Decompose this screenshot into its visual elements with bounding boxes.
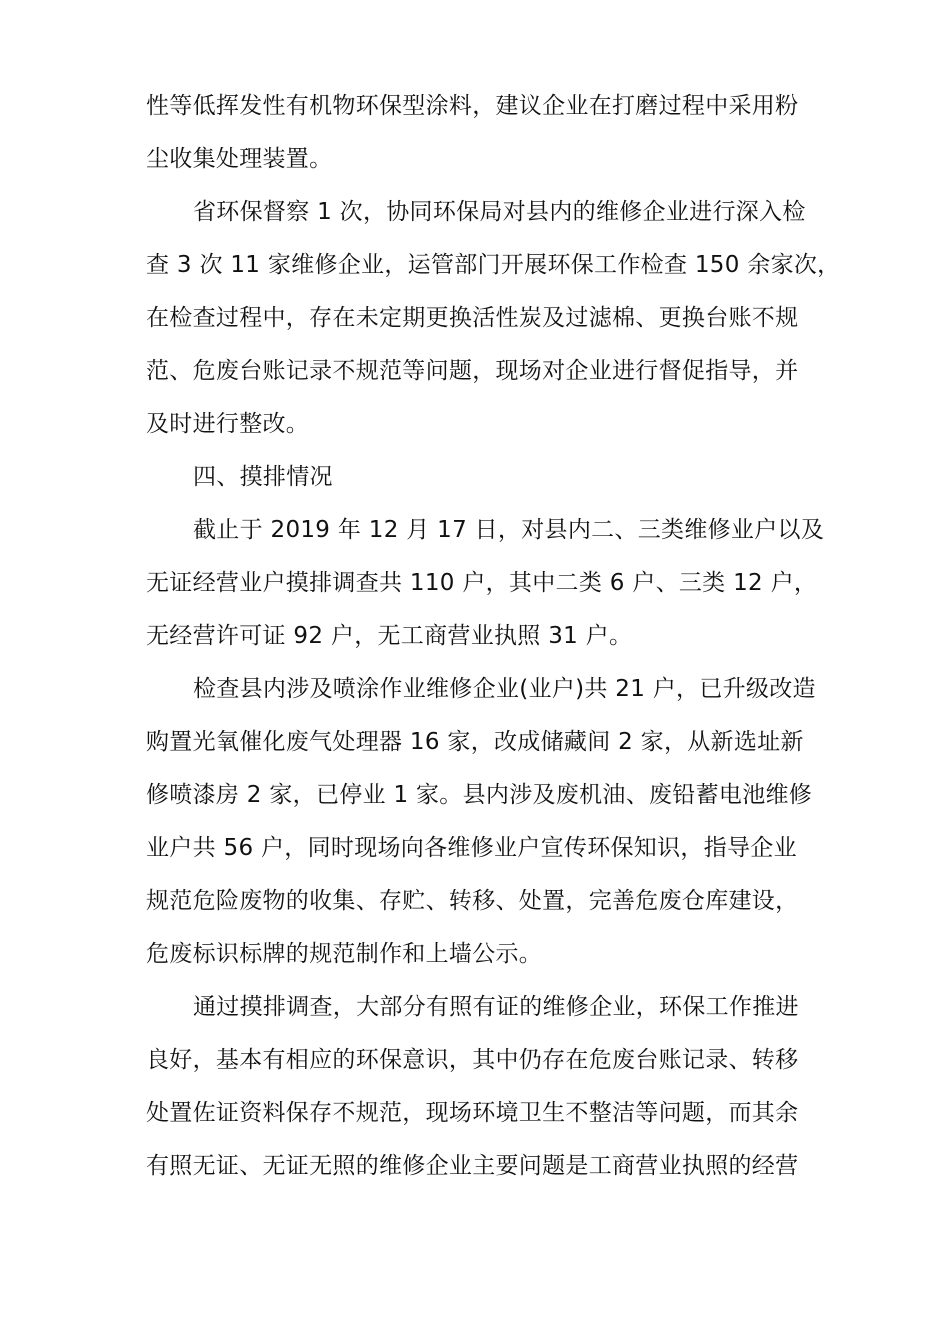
text-line: 省环保督察 1 次，协同环保局对县内的维修企业进行深入检 (193, 199, 806, 225)
text-line: 规范危险废物的收集、存贮、转移、处置，完善危废仓库建设， (146, 888, 799, 914)
text-line: 处置佐证资料保存不规范，现场环境卫生不整洁等问题，而其余 (146, 1100, 799, 1126)
text-line: 在检查过程中，存在未定期更换活性炭及过滤棉、更换台账不规 (146, 305, 799, 331)
text-line: 修喷漆房 2 家，已停业 1 家。县内涉及废机油、废铅蓄电池维修 (146, 782, 813, 808)
text-line: 截止于 2019 年 12 月 17 日，对县内二、三类维修业户以及 (193, 517, 825, 543)
text-line: 购置光氧催化废气处理器 16 家，改成储藏间 2 家，从新选址新 (146, 729, 804, 755)
text-line: 危废标识标牌的规范制作和上墙公示。 (146, 941, 543, 967)
text-line: 业户共 56 户，同时现场向各维修业户宣传环保知识，指导企业 (146, 835, 797, 861)
text-line: 查 3 次 11 家维修企业，运管部门开展环保工作检查 150 余家次， (146, 252, 841, 278)
text-line: 有照无证、无证无照的维修企业主要问题是工商营业执照的经营 (146, 1153, 799, 1179)
text-line: 通过摸排调查，大部分有照有证的维修企业，环保工作推进 (193, 994, 799, 1020)
text-line: 检查县内涉及喷涂作业维修企业(业户)共 21 户，已升级改造 (193, 676, 816, 702)
document-body (146, 80, 841, 1193)
text-line: 及时进行整改。 (146, 411, 310, 437)
text-line: 范、危废台账记录不规范等问题，现场对企业进行督促指导，并 (146, 358, 799, 384)
text-line: 尘收集处理装置。 (146, 146, 333, 172)
text-line: 无证经营业户摸排调查共 110 户，其中二类 6 户、三类 12 户， (146, 570, 818, 596)
text-line: 无经营许可证 92 户，无工商营业执照 31 户。 (146, 623, 633, 649)
text-line: 性等低挥发性有机物环保型涂料，建议企业在打磨过程中采用粉 (146, 93, 799, 119)
section-heading: 四、摸排情况 (193, 464, 333, 490)
text-line: 良好，基本有相应的环保意识，其中仍存在危废台账记录、转移 (146, 1047, 799, 1073)
